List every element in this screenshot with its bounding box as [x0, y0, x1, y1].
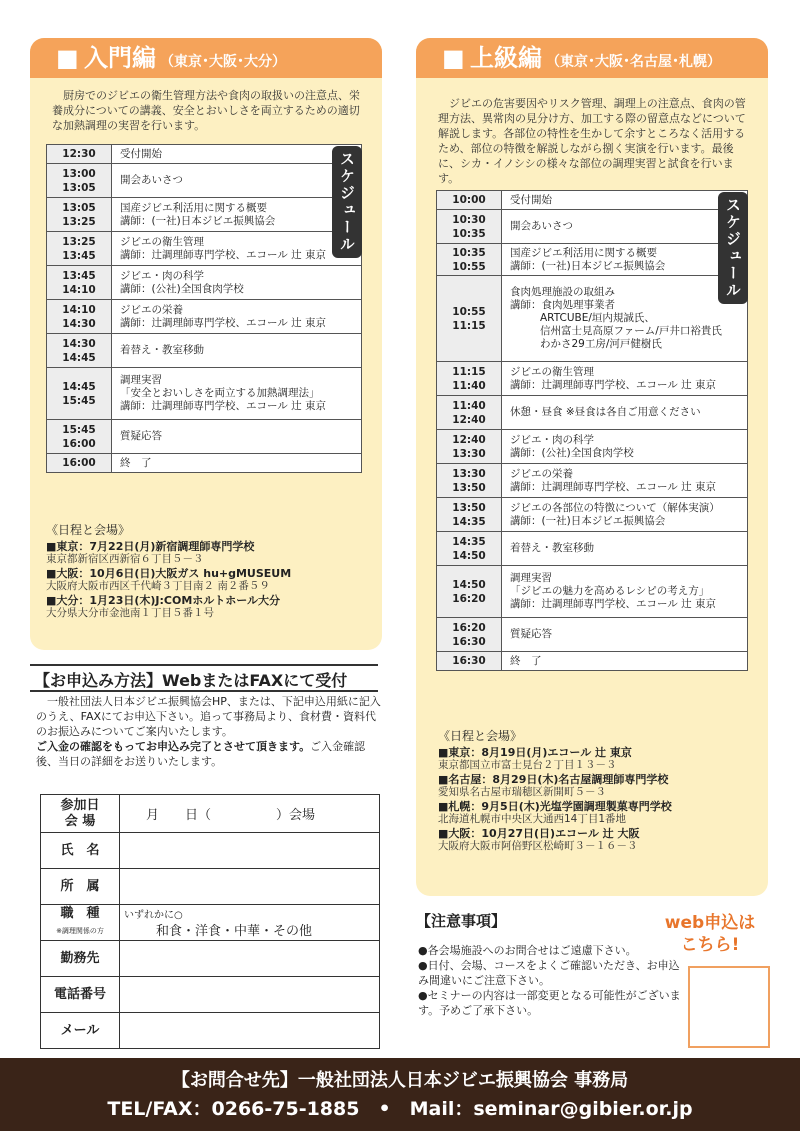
advanced-venue-heading: 《日程と会場》: [438, 729, 523, 743]
beginner-schedule-table: [46, 144, 362, 473]
schedule-row: [47, 266, 362, 300]
apply-body-bold: ご入金の確認をもってお申込み完了とさせて頂きます。: [36, 740, 311, 753]
form-name-field[interactable]: [120, 833, 380, 869]
schedule-row: [47, 232, 362, 266]
schedule-time: 14:45 15:45: [47, 368, 112, 420]
square-icon: ■: [56, 44, 79, 72]
venue-name: ■東京：8月19日(月)エコール 辻 東京: [438, 745, 632, 759]
schedule-row: [437, 210, 748, 244]
schedule-time: 11:15 11:40: [437, 362, 502, 396]
form-phone-field[interactable]: [120, 977, 380, 1013]
form-name-label: 氏 名: [41, 833, 120, 869]
form-job-label: 職 種 ※調理関係の方: [41, 905, 120, 941]
form-workplace-field[interactable]: [120, 941, 380, 977]
beginner-venue-heading: 《日程と会場》: [46, 523, 131, 537]
schedule-row: [437, 362, 748, 396]
form-job-hint: いずれかに○: [124, 910, 183, 921]
schedule-desc: ジビエの栄養 講師：辻調理師専門学校、エコール 辻 東京: [502, 464, 748, 498]
schedule-time: 16:20 16:30: [437, 618, 502, 652]
form-affiliation-label: 所 属: [41, 869, 120, 905]
qr-code[interactable]: [688, 966, 770, 1048]
schedule-desc: 調理実習 「安全とおいしさを両立する加熱調理法」 講師：辻調理師専門学校、エコール 辻 東京: [112, 368, 362, 420]
venue-address: 東京都新宿区西新宿６丁目５－３: [46, 553, 204, 565]
schedule-time: 12:40 13:30: [437, 430, 502, 464]
schedule-row: [437, 618, 748, 652]
schedule-desc: 受付開始: [502, 191, 748, 210]
schedule-time: 13:05 13:25: [47, 198, 112, 232]
schedule-desc: ジビエの栄養 講師：辻調理師専門学校、エコール 辻 東京: [112, 300, 362, 334]
schedule-desc: 着替え・教室移動: [502, 532, 748, 566]
schedule-row: [437, 191, 748, 210]
square-icon: ■: [442, 44, 465, 72]
schedule-time: 13:50 14:35: [437, 498, 502, 532]
beginner-panel: [30, 38, 382, 650]
schedule-desc: 調理実習 「ジビエの魅力を高めるレシピの考え方」 講師：辻調理師専門学校、エコール 辻 東京: [502, 566, 748, 618]
apply-body: [36, 694, 382, 769]
notice-item: ●各会場施設へのお問合せはご遠慮下さい。: [418, 944, 637, 957]
schedule-desc: 国産ジビエ利活用に関する概要 講師：(一社)日本ジビエ振興協会: [502, 244, 748, 276]
notice-item: ●セミナーの内容は一部変更となる可能性がございます。予めご了承下さい。: [418, 989, 681, 1017]
schedule-row: [437, 652, 748, 671]
schedule-time: 13:30 13:50: [437, 464, 502, 498]
venue-name: ■札幌：9月5日(木)光塩学園調理製菓専門学校: [438, 799, 672, 813]
footer: [0, 1058, 800, 1131]
form-workplace-label: 勤務先: [41, 941, 120, 977]
schedule-time: 14:10 14:30: [47, 300, 112, 334]
schedule-desc: ジビエ・肉の科学 講師：(公社)全国食肉学校: [112, 266, 362, 300]
venue-address: 愛知県名古屋市瑞穂区新開町５－３: [438, 786, 606, 798]
notice-title: 【注意事項】: [416, 912, 507, 930]
form-email-label: メール: [41, 1013, 120, 1049]
venue-name: ■大分：1月23日(木)J:COMホルトホール大分: [46, 593, 281, 607]
schedule-time: 10:30 10:35: [437, 210, 502, 244]
schedule-time: 15:45 16:00: [47, 420, 112, 454]
beginner-title: 入門編: [84, 44, 156, 72]
venue-address: 大阪府大阪市西区千代崎３丁目南２ 南２番５９: [46, 580, 270, 592]
schedule-desc: ジビエの衛生管理 講師：辻調理師専門学校、エコール 辻 東京: [502, 362, 748, 396]
footer-contact: 【お問合せ先】一般社団法人日本ジビエ振興協会 事務局: [171, 1070, 629, 1091]
schedule-desc: ジビエ・肉の科学 講師：(公社)全国食肉学校: [502, 430, 748, 464]
schedule-time: 14:50 16:20: [437, 566, 502, 618]
beginner-cities: （東京･大阪･大分）: [160, 54, 286, 70]
schedule-time: 14:35 14:50: [437, 532, 502, 566]
schedule-row: [47, 420, 362, 454]
notice-list: [418, 943, 688, 1018]
venue-address: 大阪府大阪市阿倍野区松崎町３－１６－３: [438, 840, 638, 852]
schedule-row: [47, 368, 362, 420]
schedule-desc: 開会あいさつ: [112, 164, 362, 198]
schedule-row: [437, 464, 748, 498]
beginner-intro: 厨房でのジビエの衛生管理方法や食肉の取扱いの注意点、栄養成分についての講義、安全とおいしさを両立するための適切な加熱調理の実習を行います。: [52, 89, 360, 132]
advanced-schedule-table: [436, 190, 748, 671]
schedule-time: 14:30 14:45: [47, 334, 112, 368]
schedule-row: [47, 334, 362, 368]
schedule-row: [437, 396, 748, 430]
schedule-time: 16:30: [437, 652, 502, 671]
schedule-row: [437, 566, 748, 618]
schedule-desc: 開会あいさつ: [502, 210, 748, 244]
form-job-field[interactable]: [120, 905, 380, 941]
beginner-venues: [46, 524, 376, 621]
advanced-title: 上級編: [470, 44, 542, 72]
beginner-schedule-tab: スケジュール: [332, 146, 362, 258]
schedule-desc: 終 了: [112, 454, 362, 473]
schedule-desc: 質疑応答: [112, 420, 362, 454]
venue-name: ■大阪：10月6日(日)大阪ガス hu+gMUSEUM: [46, 566, 292, 580]
advanced-panel: [416, 38, 768, 896]
schedule-row: [437, 430, 748, 464]
schedule-time: 13:45 14:10: [47, 266, 112, 300]
schedule-desc: 終 了: [502, 652, 748, 671]
schedule-desc: 国産ジビエ利活用に関する概要 講師：(一社)日本ジビエ振興協会: [112, 198, 362, 232]
apply-title: 【お申込み方法】WebまたはFAXにて受付: [34, 671, 348, 690]
notice-item: ●日付、会場、コースをよくご確認いただき、お申込み間違いにご注意下さい。: [418, 959, 680, 987]
form-date-field[interactable]: 月 日（ ）会場: [120, 795, 380, 833]
venue-name: ■大阪：10月27日(日)エコール 辻 大阪: [438, 826, 640, 840]
schedule-row: [437, 244, 748, 276]
web-apply-label[interactable]: web申込は こちら!: [664, 913, 756, 955]
advanced-schedule-tab: スケジュール: [718, 192, 748, 304]
venue-address: 北海道札幌市中央区大通西14丁目1番地: [438, 813, 627, 825]
schedule-desc: 食肉処理施設の取組み 講師：食肉処理事業者 ARTCUBE/垣内規誠氏、 信州富士見高原ファーム/戸井口裕貴氏 わかさ29工房/河戸健樹氏: [502, 276, 748, 362]
schedule-row: [47, 300, 362, 334]
schedule-desc: 着替え・教室移動: [112, 334, 362, 368]
schedule-desc: 質疑応答: [502, 618, 748, 652]
form-job-options: 和食・洋食・中華・その他: [156, 924, 313, 939]
schedule-time: 16:00: [47, 454, 112, 473]
form-phone-label: 電話番号: [41, 977, 120, 1013]
advanced-venues: [438, 730, 764, 854]
schedule-desc: ジビエの各部位の特徴について（解体実演） 講師：(一社)日本ジビエ振興協会: [502, 498, 748, 532]
advanced-header: [416, 38, 768, 78]
schedule-time: 10:00: [437, 191, 502, 210]
footer-tel-mail[interactable]: TEL/FAX：0266-75-1885 • Mail：seminar@gibier.or.jp: [107, 1098, 693, 1120]
venue-name: ■東京：7月22日(月)新宿調理師専門学校: [46, 539, 255, 553]
apply-divider: [30, 690, 378, 692]
apply-body-text: 一般社団法人日本ジビエ振興協会HP、または、下記申込用紙に記入のうえ、FAXにてお申込下さい。追って事務局より、食材費・資料代のお振込みについてご案内いたします。: [36, 695, 381, 738]
venue-address: 東京都国立市富士見台２丁目１３－３: [438, 759, 617, 771]
form-date-label: 参加日 会 場: [41, 795, 120, 833]
schedule-time: 13:25 13:45: [47, 232, 112, 266]
schedule-time: 10:35 10:55: [437, 244, 502, 276]
schedule-row: [437, 532, 748, 566]
schedule-row: [437, 276, 748, 362]
beginner-header: [30, 38, 382, 78]
schedule-row: [47, 198, 362, 232]
advanced-intro: ジビエの危害要因やリスク管理、調理上の注意点、食肉の管理方法、異常肉の見分け方、加工する際の留意点などについて解説します。各部位の特性を生かして余すところなく活用するため、部位の特徴を解説しながら捌く実演を行います。最後に、シカ・イノシシの様々な部位の調理実習と試食を行います。: [438, 97, 746, 185]
schedule-time: 10:55 11:15: [437, 276, 502, 362]
schedule-time: 13:00 13:05: [47, 164, 112, 198]
schedule-time: 11:40 12:40: [437, 396, 502, 430]
schedule-row: [437, 498, 748, 532]
schedule-time: 12:30: [47, 145, 112, 164]
advanced-cities: （東京･大阪･名古屋･札幌）: [546, 54, 721, 70]
venue-name: ■名古屋：8月29日(木)名古屋調理師専門学校: [438, 772, 669, 786]
apply-divider: [30, 664, 378, 666]
schedule-row: [47, 454, 362, 473]
venue-address: 大分県大分市金池南１丁目５番１号: [46, 607, 214, 619]
application-form: [40, 794, 380, 1049]
schedule-desc: 休憩・昼食 ※昼食は各自ご用意ください: [502, 396, 748, 430]
schedule-desc: 受付開始: [112, 145, 362, 164]
schedule-desc: ジビエの衛生管理 講師：辻調理師専門学校、エコール 辻 東京: [112, 232, 362, 266]
form-email-field[interactable]: [120, 1013, 380, 1049]
form-job-note: ※調理関係の方: [56, 927, 104, 935]
schedule-row: [47, 145, 362, 164]
apply-body-tail: ご入金確認後、当日の詳細をお送りいたします。: [36, 740, 366, 768]
form-affiliation-field[interactable]: [120, 869, 380, 905]
schedule-row: [47, 164, 362, 198]
